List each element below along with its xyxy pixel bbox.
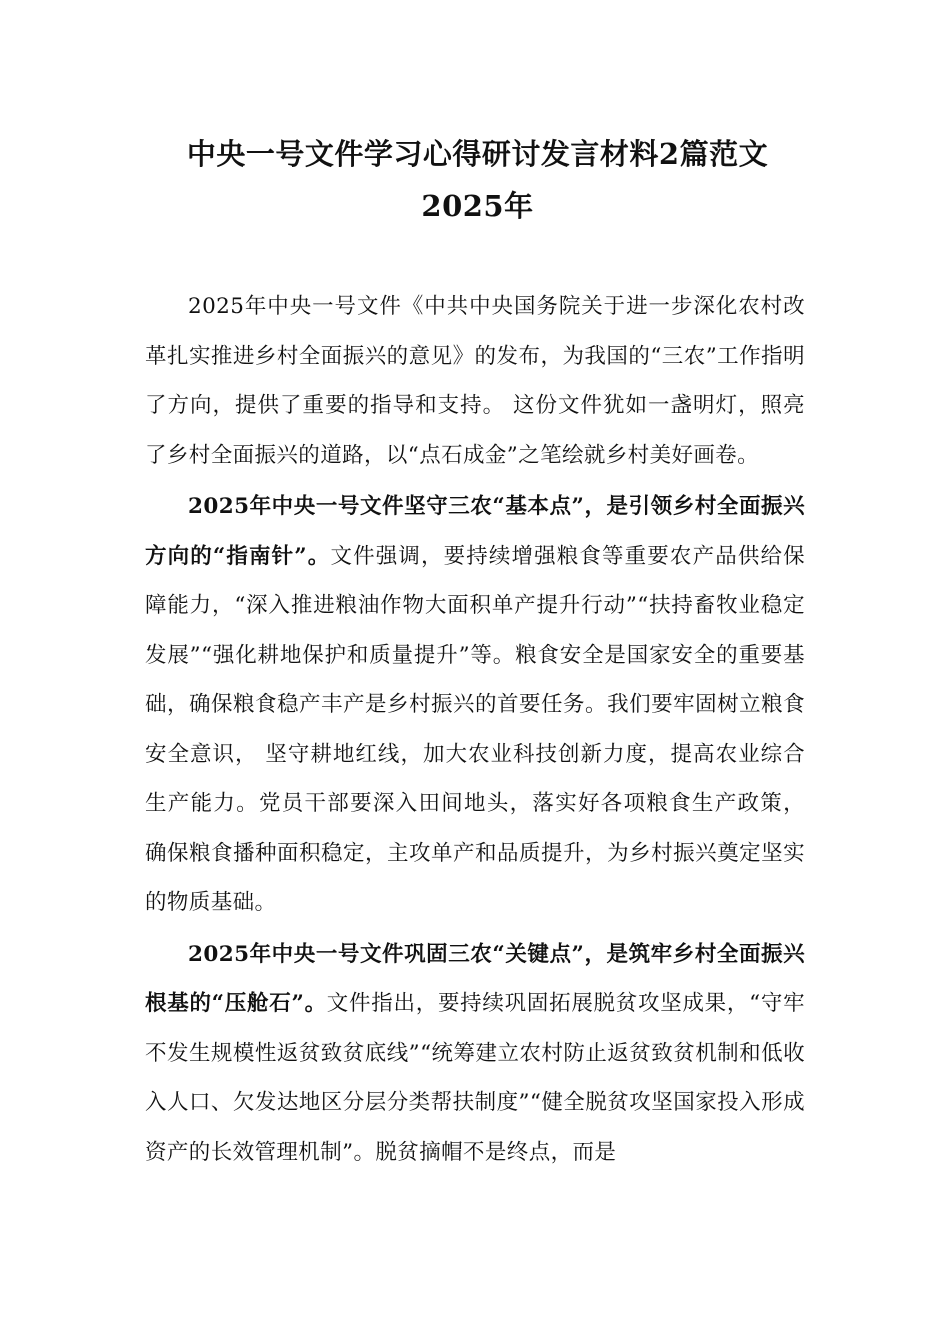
document-body <box>145 282 805 1177</box>
paragraph-lead: 2025年中央一号文件坚守三农“基本点”，是引领乡村全面振兴方向的“指南针”。 <box>145 494 805 569</box>
document-title: 中央一号文件学习心得研讨发言材料2篇范文2025年 <box>186 137 769 223</box>
paragraph-key-point <box>145 930 805 1178</box>
paragraph-lead: 2025年中央一号文件巩固三农“关键点”，是筑牢乡村全面振兴根基的“压舱石”。 <box>145 941 805 1016</box>
paragraph-text: 文件指出，要持续巩固拓展脱贫攻坚成果，“守牢不发生规模性返贫致贫底线”“统筹建立农村防止返贫致贫机制和低收入人口、欠发达地区分层分类帮扶制度”“健全脱贫攻坚国家投入形成资产的长效管理机制”。脱贫摘帽不是终点，而是 <box>145 991 805 1165</box>
paragraph-text: 2025年中央一号文件《中共中央国务院关于进一步深化农村改革扎实推进乡村全面振兴的意见》的发布，为我国的“三农”工作指明了方向，提供了重要的指导和支持。 这份文件犹如一盏明灯，照亮了乡村全面振兴的道路，以“点石成金”之笔绘就乡村美好画卷。 <box>145 294 805 468</box>
paragraph-intro <box>145 282 805 480</box>
paragraph-text: 文件强调，要持续增强粮食等重要农产品供给保障能力，“深入推进粮油作物大面积单产提升行动”“扶持畜牧业稳定发展”“强化耕地保护和质量提升”等。粮食安全是国家安全的重要基础，确保粮食稳产丰产是乡村振兴的首要任务。我们要牢固树立粮食安全意识， 坚守耕地红线，加大农业科技创新力度，提高农业综合生产能力。党员干部要深入田间地头，落实好各项粮食生产政策， 确保粮食播种面积稳定，主攻单产和品质提升，为乡村振兴奠定坚实的物质基础。 <box>145 543 805 915</box>
paragraph-basic-point <box>145 482 805 928</box>
